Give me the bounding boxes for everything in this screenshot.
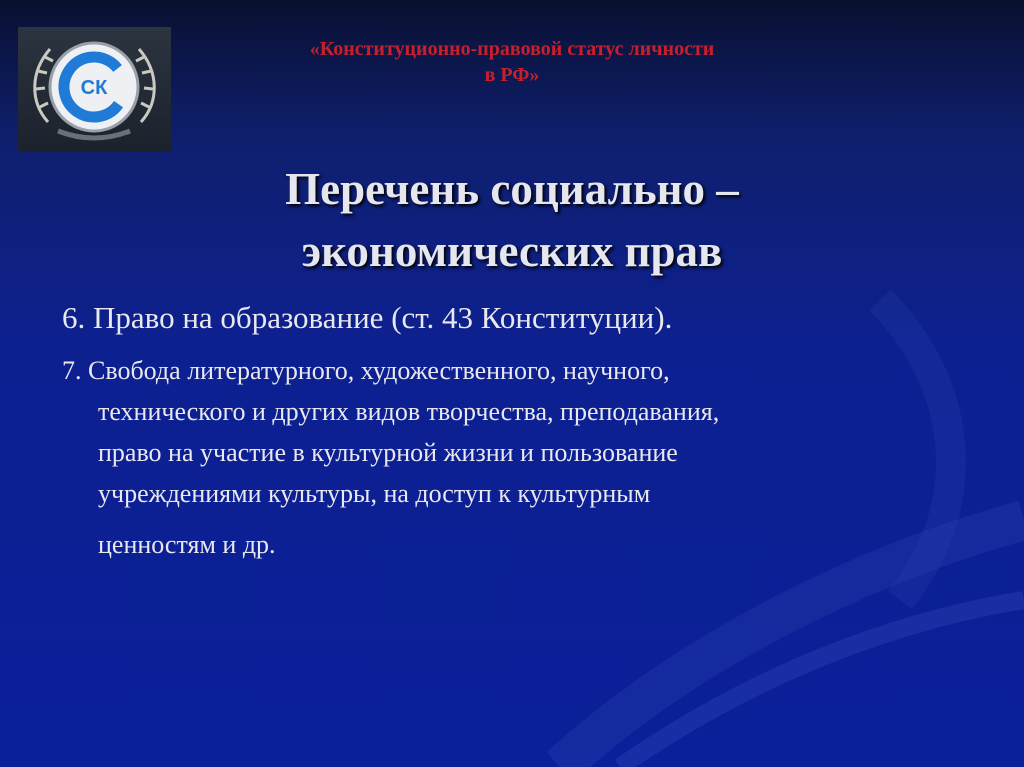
subtitle-line-2: в РФ» (484, 64, 540, 86)
logo-letters: СК (80, 77, 108, 99)
list-item-creative-freedom (62, 350, 942, 565)
list-item-line: ценностям и др. (98, 530, 276, 559)
list-item-line: право на участие в культурной жизни и пользование (98, 438, 678, 467)
logo-emblem (18, 27, 171, 151)
title-line-2: экономических прав (301, 226, 723, 276)
list-item-line: технического и других видов творчества, преподавания, (98, 397, 720, 426)
slide-title (140, 158, 884, 282)
slide-subtitle (200, 36, 824, 88)
list-item-education-right: 6. Право на образование (ст. 43 Конституции). (62, 300, 673, 335)
emblem-logo-icon (18, 27, 171, 151)
list-item-line: учреждениями культуры, на доступ к культурным (98, 479, 651, 508)
list-item-line: 7. Свобода литературного, художественного, научного, (62, 356, 670, 385)
subtitle-line-1: «Конституционно-правовой статус личности (309, 38, 715, 60)
title-line-1: Перечень социально – (285, 164, 739, 214)
